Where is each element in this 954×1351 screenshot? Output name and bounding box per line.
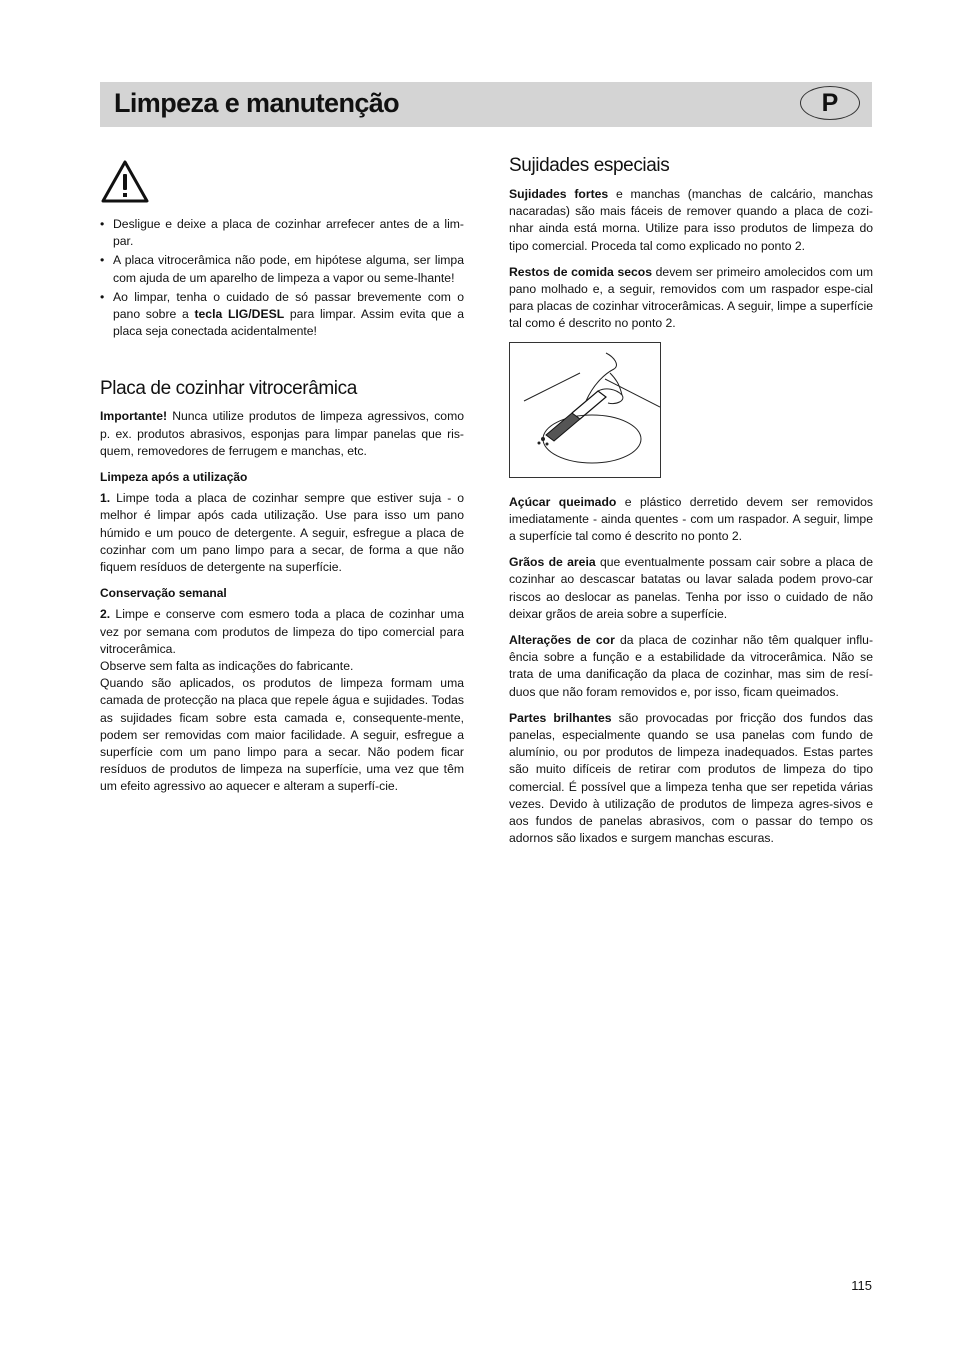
bold-term: tecla LIG/DESL <box>194 307 285 322</box>
paragraph-text: que eventualmente possam cair sobre a placa de cozinhar ao descascar batatas ou lavar salada podem provo-car riscos ao deslocar as panelas. Tenha por isso o cuidado de não deixar grãos de areia sobre a superfície. <box>509 555 873 621</box>
paragraph-text: devem ser primeiro amolecidos com um pano molhado e, a seguir, removidos com um raspador espe-cial para placas de cozinhar vitrocerâmicas. A seguir, limpe a superfície tal como é descrito no ponto 2. <box>509 264 873 331</box>
paragraph-text: e manchas (manchas de calcário, manchas nacaradas) são mais fáceis de remover quando a placa de cozi-nhar ainda está morna. Utilize para isso produtos de limpeza do tipo comercial. Proceda tal como explicado no ponto 2. <box>509 187 873 253</box>
list-item: • Desligue e deixe a placa de cozinhar arrefecer antes de a lim-par. <box>100 216 464 250</box>
paragraph-text: Limpe toda a placa de cozinhar sempre que estiver suja - o melhor é limpar após cada utilização. Use para isso um pano húmido e um pouco de detergente. A seguir, esfregue a placa de cozinhar com um pano limpo para a secar, de forma a que não fiquem resíduos de detergente na superfície. <box>100 491 464 575</box>
section-heading: Sujidades especiais <box>509 155 670 176</box>
subheading: Limpeza após a utilização <box>100 470 248 485</box>
paragraph <box>509 710 873 848</box>
left-column <box>100 159 464 805</box>
paragraph <box>509 554 873 623</box>
scraper-drawing <box>510 343 660 477</box>
bold-term: Sujidades fortes <box>509 187 609 201</box>
paragraph-text: da placa de cozinhar não têm qualquer influ-ência sobre a função e a estabilidade da vitrocerâmica. Não se trata de uma danificação da placa de cozinhar, mas sim de resí-duos que não foram removidos e, por isso, ficam queimados. <box>509 633 874 699</box>
bold-term: Partes brilhantes <box>509 710 612 725</box>
paragraph <box>509 186 873 255</box>
paragraph <box>100 606 464 658</box>
paragraph <box>509 264 873 333</box>
paragraph <box>509 494 873 546</box>
subheading: Conservação semanal <box>100 586 227 601</box>
page-number: 115 <box>851 1278 872 1293</box>
list-item <box>100 289 464 341</box>
important-note <box>100 408 464 460</box>
paragraph <box>509 632 873 701</box>
paragraph-text: Nunca utilize produtos de limpeza agressivos, como p. ex. produtos abrasivos, esponjas para limpar panelas que ris-quem, removedores de ferrugem e manchas, etc. <box>100 409 464 458</box>
paragraph <box>100 490 464 576</box>
paragraph: Observe sem falta as indicações do fabricante. <box>100 659 354 674</box>
section-heading: Placa de cozinhar vitrocerâmica <box>100 378 357 400</box>
list-item: • A placa vitrocerâmica não pode, em hipótese alguma, ser limpa com ajuda de um aparelho de limpeza a vapor ou seme-lhante! <box>100 252 464 286</box>
bold-term: Grãos de areia <box>509 555 596 570</box>
bullet-text: para limpar. Assim evita que a placa seja conectada acidentalmente! <box>113 307 464 339</box>
page-title: Limpeza e manutenção <box>114 88 400 118</box>
safety-list <box>100 216 464 340</box>
bullet-text: Ao limpar, tenha o cuidado de só passar brevemente com o pano sobre a <box>113 289 464 322</box>
header-bar <box>100 82 872 127</box>
right-column <box>509 154 873 856</box>
language-badge: P <box>800 86 860 120</box>
warning-triangle-icon <box>100 159 150 205</box>
bold-term: Açúcar queimado <box>509 494 617 509</box>
step-number: 1. <box>100 491 111 506</box>
paragraph-text: são provocadas por fricção dos fundos das panelas, especialmente quando se usa panelas com fundo de alumínio, ou por produtos de limpeza inadequados. Estas partes são muito difíceis de retirar com produtos de limpeza do tipo comercial. É possível que a limpeza tenha que ser repetida várias vezes. Devido à utilização de produtos de limpeza agres-sivos e aos fundos de panelas abrasivos, com o passar do tempo os adornos são lixados e surgem manchas escuras. <box>509 710 873 846</box>
bold-term: Importante! <box>100 409 168 424</box>
paragraph-text: Limpe e conserve com esmero toda a placa de cozinhar uma vez por semana com produtos de limpeza do tipo comercial para vitrocerâmica. <box>100 607 464 656</box>
paragraph-text: e plástico derretido devem ser removidos imediatamente - ainda quentes - com um raspador. A seguir, limpe a superfície tal como é descrito no ponto 2. <box>509 494 873 544</box>
paragraph: Quando são aplicados, os produtos de limpeza formam uma camada de protecção na placa que repele água e sujidades. Todas as sujidades ficam sobre esta camada e, consequente-mente, podem ser removidas com maior facilidade. A seguir, esfregue a superfície com um pano limpo para a secar. Não podem ficar resíduos de produtos de limpeza na superfície, uma vez que têm um efeito agressivo ao aquecer e alteram a superfí-cie. <box>100 676 464 794</box>
bold-term: Restos de comida secos <box>509 264 653 279</box>
step-number: 2. <box>100 607 111 622</box>
bold-term: Alterações de cor <box>509 633 615 648</box>
scraper-illustration <box>509 342 661 478</box>
